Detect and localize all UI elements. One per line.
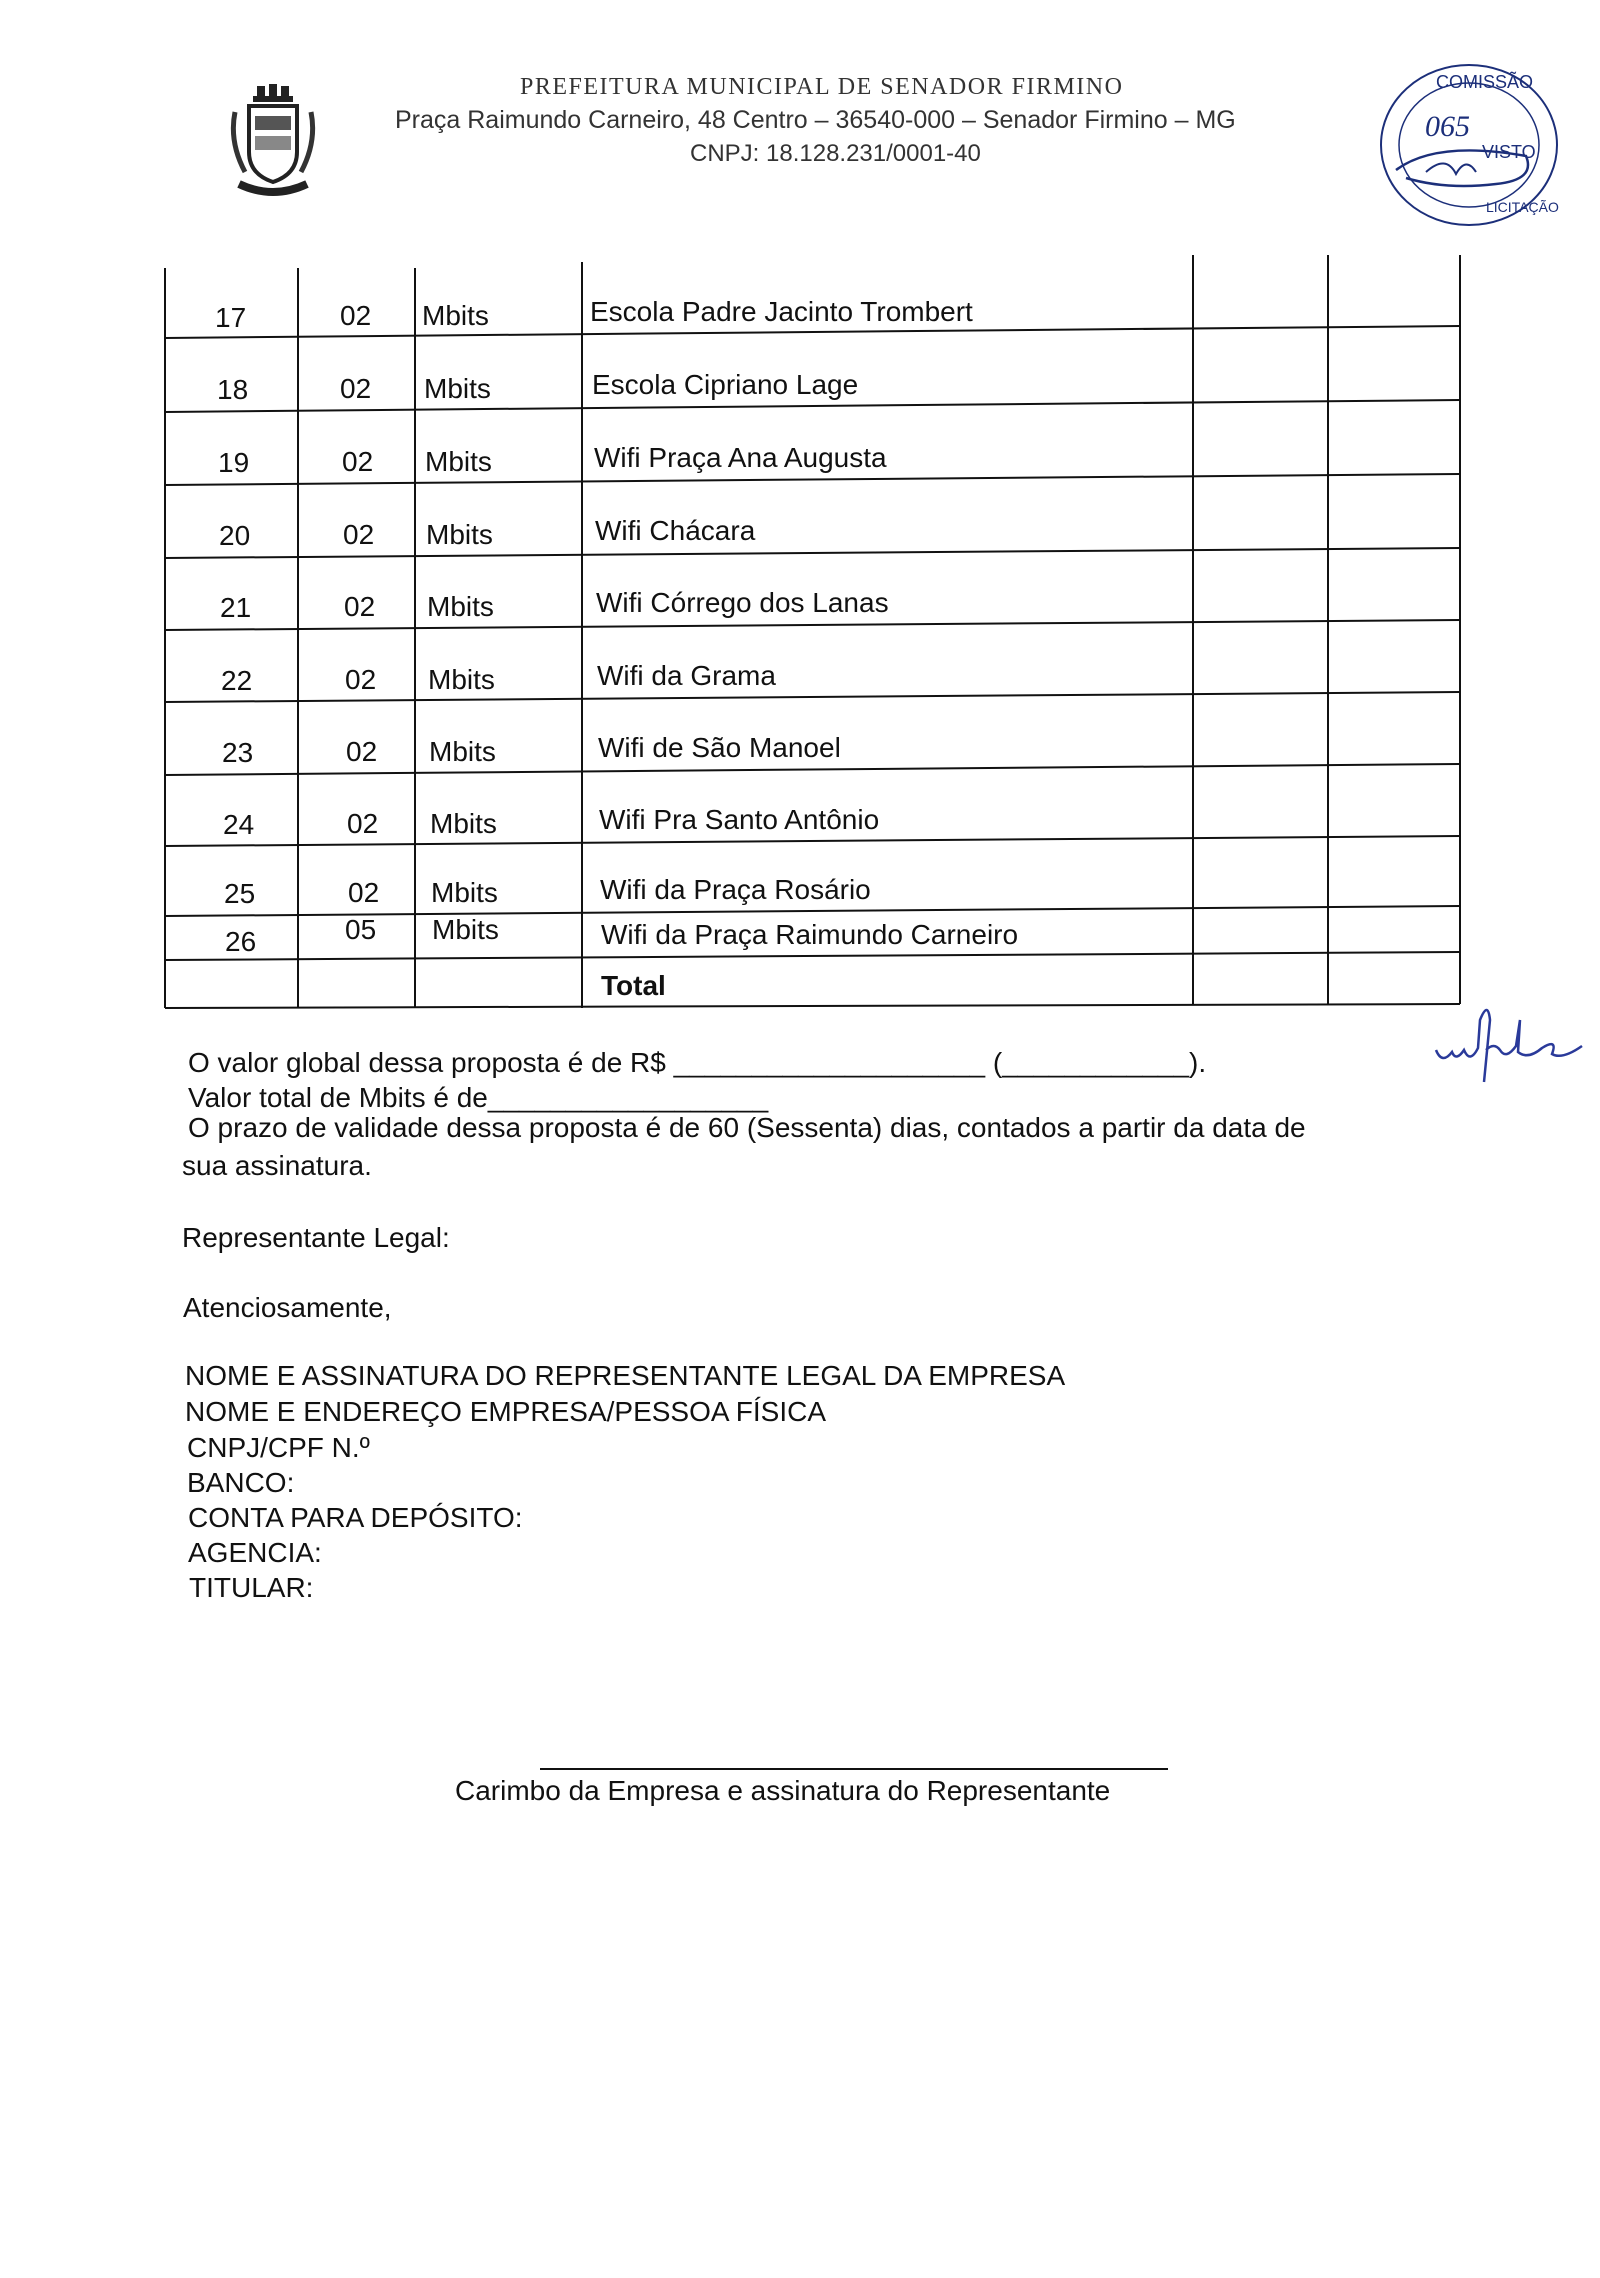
mbits-total-line: Valor total de Mbits é de__________________	[188, 1082, 769, 1113]
row-unit: Mbits	[429, 736, 496, 767]
municipality-cnpj: CNPJ: 18.128.231/0001-40	[690, 140, 981, 167]
row-unit: Mbits	[426, 519, 493, 550]
row-description: Wifi da Praça Rosário	[600, 874, 871, 905]
row-quantity: 02	[347, 808, 379, 839]
validity-line-1: O prazo de validade dessa proposta é de 60 (Sessenta) dias, contados a partir da data de	[188, 1112, 1306, 1143]
row-description: Wifi da Praça Raimundo Carneiro	[601, 919, 1019, 950]
signature-line	[540, 1768, 1168, 1770]
row-quantity: 02	[342, 446, 374, 477]
row-quantity: 02	[345, 664, 377, 695]
row-quantity: 02	[340, 373, 372, 404]
row-number: 21	[220, 592, 252, 623]
row-number: 26	[225, 926, 257, 957]
row-number: 19	[218, 447, 250, 478]
handwritten-initials	[1432, 990, 1600, 1100]
municipality-address: Praça Raimundo Carneiro, 48 Centro – 36540-000 – Senador Firmino – MG	[395, 106, 1236, 134]
row-unit: Mbits	[424, 373, 491, 404]
stamp-text-bottom: LICITAÇÃO	[1486, 199, 1559, 215]
row-number: 25	[224, 878, 256, 909]
row-unit: Mbits	[430, 808, 497, 839]
field-cnpj-cpf: CNPJ/CPF N.º	[187, 1432, 370, 1463]
validity-line-2: sua assinatura.	[182, 1150, 372, 1181]
row-description: Escola Padre Jacinto Trombert	[590, 296, 973, 327]
closing-salutation: Atenciosamente,	[183, 1292, 392, 1323]
row-quantity: 02	[346, 736, 378, 767]
row-unit: Mbits	[428, 664, 495, 695]
row-unit: Mbits	[432, 914, 499, 945]
signature-label: Carimbo da Empresa e assinatura do Representante	[455, 1775, 1111, 1806]
stamp-text-top: COMISSÃO	[1436, 72, 1534, 92]
row-description: Wifi de São Manoel	[598, 732, 841, 763]
row-unit: Mbits	[427, 591, 494, 622]
row-description: Wifi Pra Santo Antônio	[599, 804, 880, 835]
row-description: Wifi Praça Ana Augusta	[594, 442, 887, 473]
row-description: Wifi Córrego dos Lanas	[596, 587, 889, 618]
row-quantity: 02	[343, 519, 375, 550]
row-number: 23	[222, 737, 254, 768]
field-holder: TITULAR:	[189, 1572, 314, 1603]
row-description: Escola Cipriano Lage	[592, 369, 859, 400]
field-bank: BANCO:	[187, 1467, 295, 1498]
field-agency: AGENCIA:	[188, 1537, 322, 1568]
row-quantity: 05	[345, 914, 377, 945]
items-table-grid	[0, 0, 1600, 1020]
row-number: 18	[217, 374, 249, 405]
row-number: 20	[219, 520, 251, 551]
row-unit: Mbits	[431, 877, 498, 908]
row-number: 17	[215, 302, 247, 333]
total-label: Total	[601, 970, 666, 1001]
legal-representative-label: Representante Legal:	[182, 1222, 450, 1253]
row-number: 22	[221, 665, 253, 696]
field-deposit-account: CONTA PARA DEPÓSITO:	[188, 1502, 523, 1533]
row-quantity: 02	[344, 591, 376, 622]
row-unit: Mbits	[422, 300, 489, 331]
row-description: Wifi da Grama	[597, 660, 776, 691]
row-unit: Mbits	[425, 446, 492, 477]
stamp-text-middle: VISTO	[1482, 142, 1536, 162]
field-company-name-address: NOME E ENDEREÇO EMPRESA/PESSOA FÍSICA	[185, 1396, 827, 1427]
row-quantity: 02	[348, 877, 380, 908]
field-representative-name-signature: NOME E ASSINATURA DO REPRESENTANTE LEGAL DA EMPRESA	[185, 1360, 1066, 1391]
row-quantity: 02	[340, 300, 372, 331]
stamp-page-number: 065	[1425, 110, 1470, 143]
global-value-line: O valor global dessa proposta é de R$ ____________________ (____________).	[188, 1047, 1207, 1078]
row-number: 24	[223, 809, 255, 840]
row-description: Wifi Chácara	[595, 515, 756, 546]
municipality-title: PREFEITURA MUNICIPAL DE SENADOR FIRMINO	[520, 74, 1124, 100]
